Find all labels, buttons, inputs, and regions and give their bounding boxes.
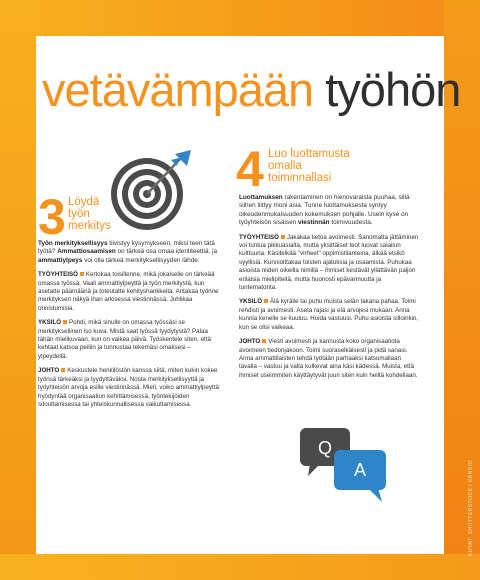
section-3-yksilo: YKSILÖ Pohdi, mikä sinulle on omassa työssäsi se merkityksellinen iso kuva. Mistä saat työssä tyydytystä? Palaa tähän mielikuvaan, kun on vaikea päivä. Työskentele siten, että kehtaat katsoa peiliin ja tunnustaa tekemäsi omaksesi – ylpeydellä.: [38, 319, 211, 360]
title-part-dark: työhön: [325, 63, 461, 116]
johto-label: JOHTO: [239, 338, 261, 346]
johto-label: JOHTO: [38, 367, 60, 375]
orange-bullet-icon: [80, 272, 84, 276]
tyoyhteiso-label: TYÖYHTEISÖ: [38, 271, 78, 279]
section-3-johto: JOHTO Keskustele henkilöstön kanssa siitä, miten kukin kokee työnsä tärkeäksi ja tyydyttäväksi. Nosta merkityksellisyyttä ja työyhteisön arvoja esille viestinnässä. Mieti, voiko ammattiylpeyttä hyödyntää organisaation kehittämisessä, työntekijöiden sitouttamisessa tai yhteiskunnallisessa vaikuttamisessa.: [38, 367, 219, 408]
section-4-number: 4: [236, 141, 264, 197]
section-3-title-line2: työn: [68, 208, 90, 220]
orange-bullet-icon: [262, 339, 266, 343]
section-4-title-line2: omalla: [268, 160, 302, 172]
qa-speech-bubbles-icon: [298, 426, 390, 506]
section-3-tyoyhteiso: TYÖYHTEISÖ Kertokaa toisillenne, mikä jokaiselle on tärkeää omassa työssä. Vaali ammattiylpeyttä ja työn merkitystä, kun asetatte päämääriä ja toteutatte kehityshankkeita. Antakaa työnne merkityksen näkyä ihan arkisessa viestinnässä. Juhlikaa onnistumisia.: [38, 271, 219, 312]
photo-credit: KUVAT: SHUTTERSTOCK / KANSIO: [468, 460, 474, 556]
section-4-johto: JOHTO Viesti avoimesti ja kannusta koko organisaatiota avoimeen tiedonjakoon. Toimi suoraselkäisesti ja pidä sanasi. Anna ammattilaisten tehdä työtään parhaaksi katsomallaan tavalla – vastuu ja valta kulkevat aina käsi kädessä. Muista, että ihmiset useimmiten käyttäytyvät juuri siten kuin heiltä kohdellaan.: [239, 338, 418, 379]
target-icon: [109, 148, 193, 232]
title-part-orange: vetävämpään: [42, 63, 326, 116]
orange-bullet-icon: [63, 320, 67, 324]
section-4-lead: Luottamuksen rakentaminen on hienovaraista puuhaa, sillä siihen liittyy moni asia. Tunne luottamuksesta syntyy oikeudenmukaisuuden kokemuksen pohjalle. Usein kysé on työyhteisön sisäisen viestinnän toimivuudesta.: [239, 194, 410, 227]
section-3-title: [68, 196, 111, 232]
section-3-number: 3: [38, 189, 66, 245]
section-3-lead: Työn merkityksellisyys tiivistyy kysymykseen, miksi teen tätä työtä? Ammattiosaamisen on tärkeä osa omaa identiteettiä, ja ammattiylpeys voi olla tärkeä merkityksellisyyden lähde.: [38, 240, 218, 264]
tyoyhteiso-label: TYÖYHTEISÖ: [239, 233, 279, 241]
section-4-tyoyhteiso: TYÖYHTEISÖ Jakakaa tietoa avoimesti. Sanomatta jättäminen voi tuntua pikkuasialta, mutta yksittäiset teot luovat salailun kulttuuria. Käsitelkää "virheet" oppimistilanteina, älkää etsikö syyllisiä. Kunnioittakaa toisten ajatuksia ja osaamista. Puhukaa asioista niiden oikeilla nimillä – ihmiset kestävät yllättävän paljon erilaisia mielipiteitä, mutta huonosti epävarmuutta ja tuntematonta.: [239, 233, 419, 292]
section-4-title: [268, 148, 350, 184]
page-title: [42, 63, 461, 116]
orange-bullet-icon: [61, 368, 65, 372]
orange-bullet-icon: [281, 235, 285, 239]
orange-bullet-icon: [264, 299, 268, 303]
article-page: [36, 36, 461, 554]
section-3-title-line3: merkitys: [68, 220, 111, 232]
section-4-title-line1: Luo luottamusta: [268, 148, 350, 160]
section-4-column: [239, 194, 419, 386]
yksilo-label: YKSILÖ: [38, 319, 62, 327]
orange-frame-left: [0, 0, 36, 580]
section-4-yksilo: YKSILÖ Älä kyräile tai puhu muista selän takana pahaa. Toimi rehdisti ja avoimesti. Aseta rajasi ja elä arvojesi mukaan. Anna kunnia kenelle se kuuluu. Hoida vastuusi. Puhu asioista silloinkin, kun se olisi vaikeaa.: [239, 298, 419, 331]
yksilo-label: YKSILÖ: [239, 298, 263, 306]
section-4-title-line3: toiminnallasi: [268, 172, 332, 184]
section-3-column: [38, 240, 220, 415]
bubble-a-letter: A: [353, 460, 367, 480]
orange-frame-bottom: [0, 554, 480, 580]
bubble-q-letter: Q: [317, 438, 333, 458]
orange-frame-top: [0, 0, 480, 36]
section-3-title-line1: Löydä: [68, 196, 100, 208]
